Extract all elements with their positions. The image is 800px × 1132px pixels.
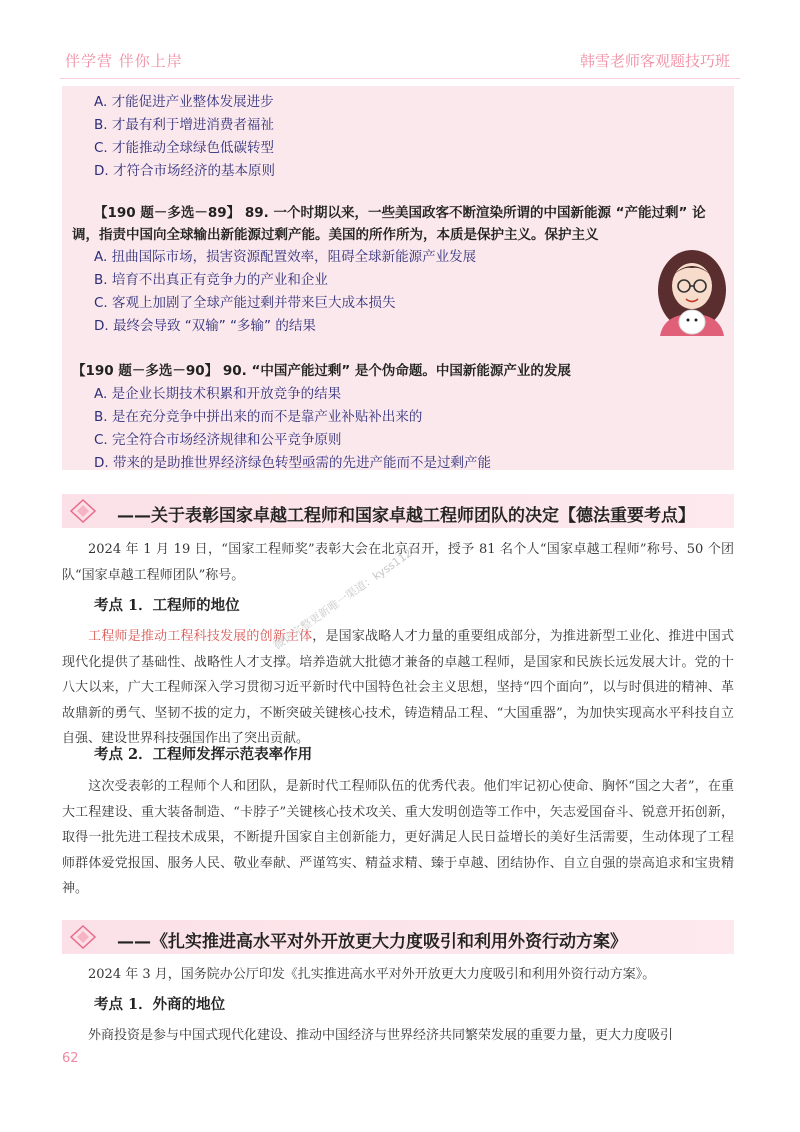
section2-kd1-paragraph [62,1023,734,1049]
section2-kd1-text: 外商投资是参与中国式现代化建设、推动中国经济与世界经济共同繁荣发展的重要力量，更大力度吸引 [88,1028,674,1043]
section1-kd2-text: 这次受表彰的工程师个人和团队，是新时代工程师队伍的优秀代表。他们牢记初心使命、胸怀“国之大者”，在重大工程建设、重大装备制造、“卡脖子”关键核心技术攻关、重大发明创造等工作中，矢志爱国奋斗、锐意开拓创新，取得一批先进工程技术成果，不断提升国家自主创新能力，更好满足人民日益增长的美好生活需要，生动体现了工程师群体爱党报国、服务人民、敬业奉献、严谨笃实、精益求精、臻于卓越、团结协作、自立自强的崇高追求和宝贵精神。 [62,779,734,896]
q90-option-d: D. 带来的是助推世界经济绿色转型亟需的先进产能而不是过剩产能 [94,455,491,471]
section1-kd1-title: 考点 1．工程师的地位 [94,597,240,614]
teacher-avatar-icon [652,248,732,336]
q89-option-b: B. 培育不出真正有竞争力的产业和企业 [94,272,328,288]
q89-option-c: C. 客观上加剧了全球产能过剩并带来巨大成本损失 [94,295,396,311]
q88-option-b: B. 才最有利于增进消费者福祉 [94,117,274,133]
q90-option-c: C. 完全符合市场经济规律和公平竞争原则 [94,432,342,448]
q90-option-b: B. 是在充分竞争中拼出来的而不是靠产业补贴补出来的 [94,409,423,425]
section2-header [62,920,734,954]
q89-stem: 【190 题－多选－89】 89. 一个时期以来，一些美国政客不断渲染所谓的中国新能源 “产能过剩” 论调，指责中国向全球输出新能源过剩产能。美国的所作所为，本质是保护主义。保护主义 [72,205,706,243]
section2-title: ——《扎实推进高水平对外开放更大力度吸引和利用外资行动方案》 [117,932,627,952]
diamond-ornament-icon [70,925,96,949]
engineer-highlight: 工程师是推动工程科技发展的创新主体 [88,629,313,644]
section1-intro-text: 2024 年 1 月 19 日，“国家工程师奖”表彰大会在北京召开，授予 81 名个人“国家卓越工程师”称号、50 个团队“国家卓越工程师团队”称号。 [62,542,734,583]
header-left-brand: 伴学营 伴你上岸 [65,52,183,70]
q89-option-a: A. 扭曲国际市场，损害资源配置效率，阻碍全球新能源产业发展 [94,249,477,265]
section2-intro [62,962,734,988]
section1-kd1-rest: ，是国家战略人才力量的重要组成部分，为推进新型工业化、推进中国式现代化提供了基础性、战略性人才支撑。培养造就大批德才兼备的卓越工程师，是国家和民族长远发展大计。党的十八大以来，广大工程师深入学习贯彻习近平新时代中国特色社会主义思想，坚持“四个面向”，以与时俱进的精神、革故鼎新的勇气、坚韧不拔的定力，不断突破关键核心技术，铸造精品工程、“大国重器”，为加快实现高水平科技自立自强、建设世界科技强国作出了突出贡献。 [62,629,734,746]
section1-title: ——关于表彰国家卓越工程师和国家卓越工程师团队的决定【德法重要考点】 [117,506,695,526]
section1-kd2-title: 考点 2．工程师发挥示范表率作用 [94,746,313,763]
q88-option-a: A. 才能促进产业整体发展进步 [94,94,274,110]
q88-option-c: C. 才能推动全球绿色低碳转型 [94,140,275,156]
q89-option-d: D. 最终会导致 “双输” “多输” 的结果 [94,318,316,334]
q90-stem: 【190 题－多选－90】 90. “中国产能过剩” 是个伪命题。中国新能源产业的发展 [72,363,571,379]
q88-option-d: D. 才符合市场经济的基本原则 [94,163,275,179]
header-divider [60,78,740,79]
section1-kd2-paragraph [62,774,734,902]
section2-kd1-title: 考点 1．外商的地位 [94,996,226,1013]
page-number: 62 [62,1051,79,1066]
header-right-course: 韩雪老师客观题技巧班 [579,52,730,70]
watermark: 微信完整更新唯一渠道：kyss1121 [271,542,421,653]
section1-header [62,494,734,528]
section1-kd1-paragraph [62,624,734,752]
diamond-ornament-icon [70,499,96,523]
q90-option-a: A. 是企业长期技术积累和开放竞争的结果 [94,386,342,402]
section2-intro-text: 2024 年 3 月，国务院办公厅印发《扎实推进高水平对外开放更大力度吸引和利用外资行动方案》。 [88,967,656,982]
